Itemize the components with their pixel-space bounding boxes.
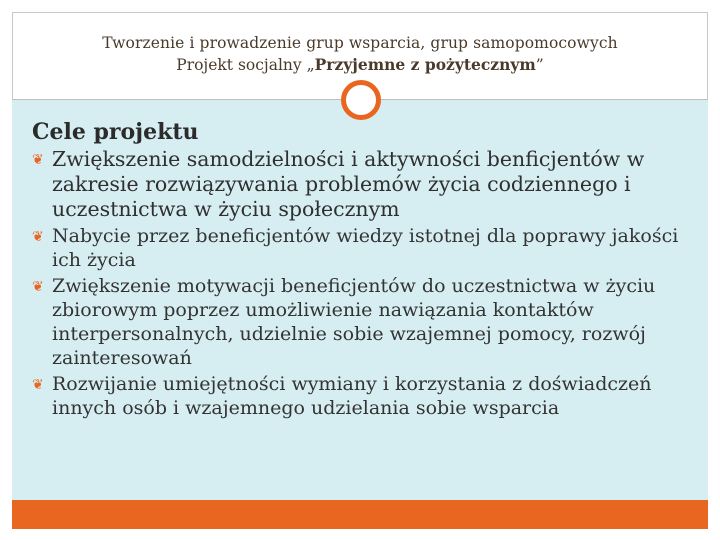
circle-ornament-icon: [341, 80, 381, 120]
list-item-text: Zwiększenie motywacji beneficjentów do uczestnictwa w życiu zbiorowym poprzez umożliwienie nawiązania kontaktów interpersonalnych, udzielnie sobie wzajemnej pomocy, rozwój zainteresowań: [52, 275, 656, 369]
list-item: [32, 274, 697, 370]
leaf-bullet-icon: ❦: [32, 152, 44, 168]
subtitle-suffix: ”: [535, 56, 544, 74]
project-name: Przyjemne z pożytecznym: [314, 55, 536, 74]
list-item: [32, 147, 697, 222]
goals-list: [32, 147, 697, 420]
header-subtitle: [12, 55, 708, 74]
bottom-accent-bar: [12, 500, 708, 529]
list-item-text: Rozwijanie umiejętności wymiany i korzystania z doświadczeń innych osób i wzajemnego udzielania sobie wsparcia: [52, 373, 652, 419]
leaf-bullet-icon: ❦: [32, 377, 44, 393]
section-heading: Cele projektu: [32, 119, 199, 145]
list-item: [32, 224, 697, 272]
list-item-text: Zwiększenie samodzielności i aktywności benficjentów w zakresie rozwiązywania problemów życia codziennego i uczestnictwa w życiu społecznym: [52, 147, 645, 221]
header-title: Tworzenie i prowadzenie grup wsparcia, grup samopomocowych: [102, 34, 618, 52]
subtitle-prefix: Projekt socjalny „: [176, 56, 315, 74]
leaf-bullet-icon: ❦: [32, 279, 44, 295]
list-item-text: Nabycie przez beneficjentów wiedzy istotnej dla poprawy jakości ich życia: [52, 225, 679, 271]
slide-content: [32, 118, 697, 422]
leaf-bullet-icon: ❦: [32, 229, 44, 245]
list-item: [32, 372, 697, 420]
